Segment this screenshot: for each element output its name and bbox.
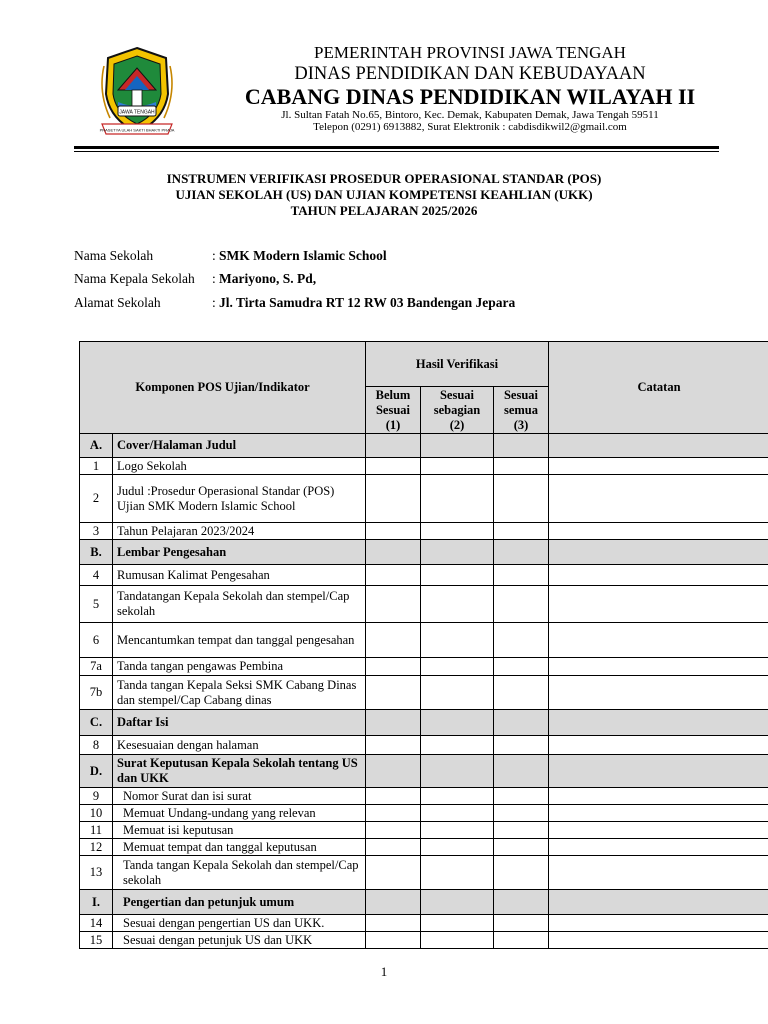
row-number: 4 — [80, 565, 113, 586]
section-row — [80, 710, 768, 736]
notes-cell[interactable] — [549, 755, 768, 788]
row-indicator: Logo Sekolah — [113, 458, 366, 475]
check-not-match[interactable] — [366, 736, 421, 755]
check-not-match[interactable] — [366, 805, 421, 822]
check-full-match[interactable] — [494, 822, 549, 839]
check-partial-match[interactable] — [421, 788, 494, 805]
row-number: 1 — [80, 458, 113, 475]
notes-cell[interactable] — [549, 856, 768, 890]
check-partial-match[interactable] — [421, 839, 494, 856]
check-not-match[interactable] — [366, 565, 421, 586]
notes-cell[interactable] — [549, 788, 768, 805]
row-indicator: Memuat tempat dan tanggal keputusan — [113, 839, 366, 856]
notes-cell[interactable] — [549, 523, 768, 540]
check-full-match[interactable] — [494, 839, 549, 856]
notes-cell[interactable] — [549, 434, 768, 458]
table-row — [80, 565, 768, 586]
check-partial-match[interactable] — [421, 623, 494, 658]
row-number: 7b — [80, 676, 113, 710]
column-header-partial-match: Sesuai sebagian (2) — [421, 387, 494, 434]
notes-cell[interactable] — [549, 540, 768, 565]
header-address: Jl. Sultan Fatah No.65, Bintoro, Kec. Demak, Kabupaten Demak, Jawa Tengah 59511 — [281, 109, 659, 121]
table-row — [80, 736, 768, 755]
table-row — [80, 822, 768, 839]
document-title-line2: UJIAN SEKOLAH (US) DAN UJIAN KOMPETENSI KEAHLIAN (UKK) — [175, 187, 593, 202]
check-partial-match[interactable] — [421, 434, 494, 458]
check-partial-match[interactable] — [421, 710, 494, 736]
row-indicator: Memuat isi keputusan — [113, 822, 366, 839]
row-indicator: Tanda tangan pengawas Pembina — [113, 658, 366, 676]
section-row — [80, 755, 768, 788]
table-row — [80, 658, 768, 676]
check-partial-match[interactable] — [421, 540, 494, 565]
check-partial-match[interactable] — [421, 523, 494, 540]
check-not-match[interactable] — [366, 755, 421, 788]
check-full-match[interactable] — [494, 805, 549, 822]
row-number: D. — [80, 755, 113, 788]
section-row — [80, 890, 768, 915]
check-not-match[interactable] — [366, 458, 421, 475]
table-row — [80, 676, 768, 710]
info-value: SMK Modern Islamic School — [219, 248, 387, 263]
check-partial-match[interactable] — [421, 822, 494, 839]
check-not-match[interactable] — [366, 586, 421, 623]
check-not-match[interactable] — [366, 710, 421, 736]
notes-cell[interactable] — [549, 915, 768, 932]
notes-cell[interactable] — [549, 475, 768, 523]
notes-cell[interactable] — [549, 623, 768, 658]
row-number: 14 — [80, 915, 113, 932]
header-divider-thin — [74, 151, 719, 152]
check-not-match[interactable] — [366, 523, 421, 540]
verification-table — [79, 341, 768, 949]
check-not-match[interactable] — [366, 932, 421, 949]
notes-cell[interactable] — [549, 839, 768, 856]
row-indicator: Tanda tangan Kepala Sekolah dan stempel/Cap sekolah — [113, 856, 366, 890]
table-row — [80, 915, 768, 932]
check-partial-match[interactable] — [421, 458, 494, 475]
row-number: 10 — [80, 805, 113, 822]
check-full-match[interactable] — [494, 434, 549, 458]
row-indicator: Sesuai dengan petunjuk US dan UKK — [113, 932, 366, 949]
row-indicator: Tanda tangan Kepala Seksi SMK Cabang Dinas dan stempel/Cap Cabang dinas — [113, 676, 366, 710]
table-row — [80, 623, 768, 658]
document-title-line1: INSTRUMEN VERIFIKASI PROSEDUR OPERASIONAL STANDAR (POS) — [166, 171, 602, 186]
check-not-match[interactable] — [366, 434, 421, 458]
row-indicator: Cover/Halaman Judul — [113, 434, 366, 458]
check-not-match[interactable] — [366, 658, 421, 676]
table-row — [80, 856, 768, 890]
check-not-match[interactable] — [366, 676, 421, 710]
row-number: 13 — [80, 856, 113, 890]
row-indicator: Memuat Undang-undang yang relevan — [113, 805, 366, 822]
check-not-match[interactable] — [366, 822, 421, 839]
notes-cell[interactable] — [549, 890, 768, 915]
check-not-match[interactable] — [366, 623, 421, 658]
header-contact: Telepon (0291) 6913882, Surat Elektronik : cabdisdikwil2@gmail.com — [313, 121, 627, 133]
check-not-match[interactable] — [366, 915, 421, 932]
check-not-match[interactable] — [366, 856, 421, 890]
check-full-match[interactable] — [494, 856, 549, 890]
notes-cell[interactable] — [549, 736, 768, 755]
logo-ribbon-top: JAWA TENGAH — [119, 109, 155, 116]
check-partial-match[interactable] — [421, 565, 494, 586]
row-number: 6 — [80, 623, 113, 658]
page-number: 1 — [380, 964, 388, 979]
check-partial-match[interactable] — [421, 932, 494, 949]
info-label: Nama Kepala Sekolah — [74, 271, 195, 286]
row-indicator: Daftar Isi — [113, 710, 366, 736]
check-partial-match[interactable] — [421, 676, 494, 710]
check-full-match[interactable] — [494, 676, 549, 710]
column-header-full-match: Sesuai semua (3) — [494, 387, 549, 434]
check-partial-match[interactable] — [421, 856, 494, 890]
table-row — [80, 788, 768, 805]
notes-cell[interactable] — [549, 458, 768, 475]
check-full-match[interactable] — [494, 623, 549, 658]
check-full-match[interactable] — [494, 915, 549, 932]
check-not-match[interactable] — [366, 890, 421, 915]
check-partial-match[interactable] — [421, 475, 494, 523]
row-number: 7a — [80, 658, 113, 676]
check-full-match[interactable] — [494, 890, 549, 915]
row-indicator: Mencantumkan tempat dan tanggal pengesahan — [113, 623, 366, 658]
row-indicator: Rumusan Kalimat Pengesahan — [113, 565, 366, 586]
row-number: 11 — [80, 822, 113, 839]
column-header-result: Hasil Verifikasi — [366, 342, 549, 387]
row-indicator: Tandatangan Kepala Sekolah dan stempel/Cap sekolah — [113, 586, 366, 623]
notes-cell[interactable] — [549, 658, 768, 676]
row-indicator: Judul :Prosedur Operasional Standar (POS) Ujian SMK Modern Islamic School — [113, 475, 366, 523]
check-not-match[interactable] — [366, 475, 421, 523]
jawa-tengah-emblem — [98, 44, 176, 140]
table-row — [80, 839, 768, 856]
header-government: PEMERINTAH PROVINSI JAWA TENGAH — [314, 43, 626, 62]
row-indicator: Surat Keputusan Kepala Sekolah tentang US dan UKK — [113, 755, 366, 788]
table-row — [80, 586, 768, 623]
document-title-line3: TAHUN PELAJARAN 2025/2026 — [290, 203, 478, 218]
row-indicator: Nomor Surat dan isi surat — [113, 788, 366, 805]
check-full-match[interactable] — [494, 458, 549, 475]
info-value: Jl. Tirta Samudra RT 12 RW 03 Bandengan Jepara — [219, 295, 516, 310]
check-partial-match[interactable] — [421, 658, 494, 676]
row-number: C. — [80, 710, 113, 736]
check-not-match[interactable] — [366, 839, 421, 856]
table-body — [80, 434, 768, 949]
row-number: 3 — [80, 523, 113, 540]
check-full-match[interactable] — [494, 932, 549, 949]
row-number: I. — [80, 890, 113, 915]
check-partial-match[interactable] — [421, 586, 494, 623]
header-branch: CABANG DINAS PENDIDIKAN WILAYAH II — [244, 84, 696, 109]
notes-cell[interactable] — [549, 586, 768, 623]
notes-cell[interactable] — [549, 822, 768, 839]
notes-cell[interactable] — [549, 932, 768, 949]
table-row — [80, 523, 768, 540]
info-value: Mariyono, S. Pd, — [219, 271, 317, 286]
info-label: Alamat Sekolah — [74, 295, 161, 310]
check-full-match[interactable] — [494, 788, 549, 805]
column-header-component: Komponen POS Ujian/Indikator — [80, 342, 366, 434]
check-partial-match[interactable] — [421, 805, 494, 822]
section-row — [80, 434, 768, 458]
table-row — [80, 458, 768, 475]
row-indicator: Tahun Pelajaran 2023/2024 — [113, 523, 366, 540]
notes-cell[interactable] — [549, 805, 768, 822]
row-number: 8 — [80, 736, 113, 755]
row-number: 2 — [80, 475, 113, 523]
row-indicator: Lembar Pengesahan — [113, 540, 366, 565]
check-full-match[interactable] — [494, 475, 549, 523]
row-number: 15 — [80, 932, 113, 949]
check-full-match[interactable] — [494, 540, 549, 565]
row-indicator: Pengertian dan petunjuk umum — [113, 890, 366, 915]
check-full-match[interactable] — [494, 658, 549, 676]
row-indicator: Kesesuaian dengan halaman — [113, 736, 366, 755]
section-row — [80, 540, 768, 565]
check-full-match[interactable] — [494, 710, 549, 736]
table-row — [80, 475, 768, 523]
header-department: DINAS PENDIDIKAN DAN KEBUDAYAAN — [294, 64, 646, 84]
check-not-match[interactable] — [366, 788, 421, 805]
check-full-match[interactable] — [494, 565, 549, 586]
row-number: A. — [80, 434, 113, 458]
check-partial-match[interactable] — [421, 755, 494, 788]
check-full-match[interactable] — [494, 523, 549, 540]
column-header-not-match: Belum Sesuai (1) — [366, 387, 421, 434]
row-number: 9 — [80, 788, 113, 805]
row-number: 5 — [80, 586, 113, 623]
table-row — [80, 805, 768, 822]
logo-ribbon-bottom: PRASETYA ULAH SAKTI BHAKTI PRAJA — [99, 127, 175, 133]
check-full-match[interactable] — [494, 755, 549, 788]
check-full-match[interactable] — [494, 586, 549, 623]
check-not-match[interactable] — [366, 540, 421, 565]
row-indicator: Sesuai dengan pengertian US dan UKK. — [113, 915, 366, 932]
notes-cell[interactable] — [549, 676, 768, 710]
header-divider-thick — [74, 146, 719, 149]
table-row — [80, 932, 768, 949]
check-full-match[interactable] — [494, 736, 549, 755]
check-partial-match[interactable] — [421, 915, 494, 932]
column-header-notes: Catatan — [549, 342, 768, 434]
row-number: 12 — [80, 839, 113, 856]
check-partial-match[interactable] — [421, 736, 494, 755]
row-number: B. — [80, 540, 113, 565]
check-partial-match[interactable] — [421, 890, 494, 915]
info-label: Nama Sekolah — [74, 248, 154, 263]
notes-cell[interactable] — [549, 565, 768, 586]
notes-cell[interactable] — [549, 710, 768, 736]
